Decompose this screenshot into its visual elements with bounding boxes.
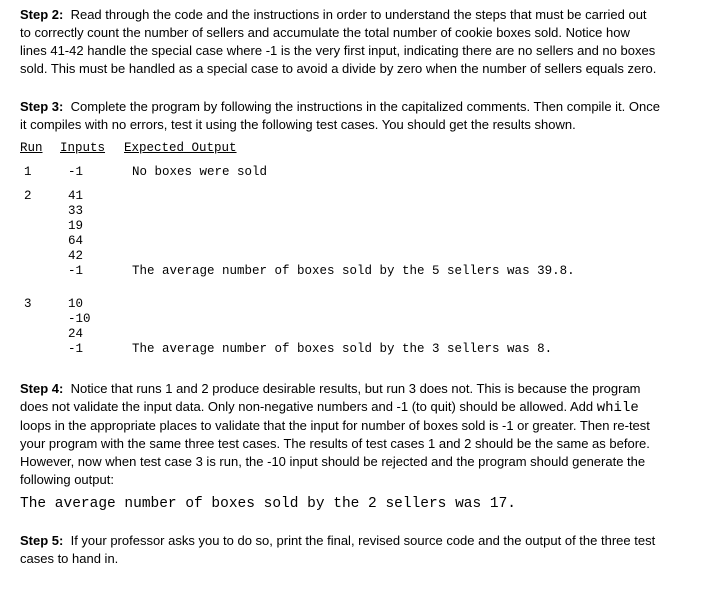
run-number: 3: [24, 297, 32, 311]
step-3-label: Step 3:: [20, 99, 64, 114]
run-output: The average number of boxes sold by the 3 sellers was 8.: [132, 342, 553, 356]
step-2-paragraph: [20, 6, 660, 78]
step-4-label: Step 4:: [20, 381, 64, 396]
input-value: -10: [68, 312, 91, 326]
header-inputs: Inputs: [60, 141, 106, 155]
step-4-paragraph: [20, 380, 660, 489]
input-value: -1: [68, 165, 84, 179]
step-2-label: Step 2:: [20, 7, 64, 22]
header-expected-output: Expected Output: [124, 141, 237, 155]
step-5-text: If your professor asks you to do so, print the final, revised source code and the output of the three test cases to hand in.: [20, 533, 656, 566]
run-number: 1: [24, 165, 32, 179]
table-row: [20, 165, 237, 180]
input-value: 24: [68, 327, 84, 341]
run-inputs: [60, 165, 124, 180]
input-value: 64: [68, 234, 84, 248]
table-row: [20, 297, 237, 357]
input-value: 33: [68, 204, 84, 218]
input-value: 19: [68, 219, 84, 233]
step-2-text: Read through the code and the instructions in order to understand the steps that must be carried out to correctly count the number of sellers and accumulate the total number of cookie boxes sold. Notice how lines 41-42 handle the special case where -1 is the very first input, indicating there are no sellers and no boxes sold. This must be handled as a special case to avoid a divide by zero when the number of sellers equals zero.: [20, 7, 657, 76]
step-4-text-after: loops in the appropriate places to validate that the input for number of boxes sold is -1 or greater. Then re-test your program with the same three test cases. The results of test cases 1 and 2 should be the same as before. However, now when test case 3 is run, the -10 input should be rejected and the program should generate the following output:: [20, 418, 650, 487]
input-value: 42: [68, 249, 84, 263]
step-3-paragraph: [20, 98, 660, 134]
step-5-label: Step 5:: [20, 533, 64, 548]
while-keyword: while: [596, 400, 639, 416]
run-output: No boxes were sold: [132, 165, 268, 179]
header-run: Run: [20, 141, 43, 155]
run-inputs: [60, 297, 124, 357]
run-output: The average number of boxes sold by the 5 sellers was 39.8.: [132, 264, 575, 278]
step-3-text: Complete the program by following the instructions in the capitalized comments. Then compile it. Once it compiles with no errors, test it using the following test cases. You should get the results shown.: [20, 99, 660, 132]
run-output-cell: [124, 165, 268, 180]
step-5-paragraph: [20, 532, 660, 568]
input-value: -1: [68, 342, 84, 356]
step-4-text-before: Notice that runs 1 and 2 produce desirable results, but run 3 does not. This is because the program does not validate the input data. Only non-negative numbers and -1 (to quit) should be allowed. Add: [20, 381, 641, 414]
input-value: 41: [68, 189, 84, 203]
run-inputs: [60, 189, 124, 279]
input-value: 10: [68, 297, 84, 311]
instructions-document: [20, 6, 660, 568]
input-value: -1: [68, 264, 84, 278]
table-row: [20, 189, 237, 279]
expected-output-step-4: The average number of boxes sold by the 2 sellers was 17.: [20, 496, 516, 512]
run-output-cell: [124, 189, 575, 279]
run-output-cell: [124, 297, 553, 357]
run-number: 2: [24, 189, 32, 203]
test-cases-table: [20, 141, 575, 357]
